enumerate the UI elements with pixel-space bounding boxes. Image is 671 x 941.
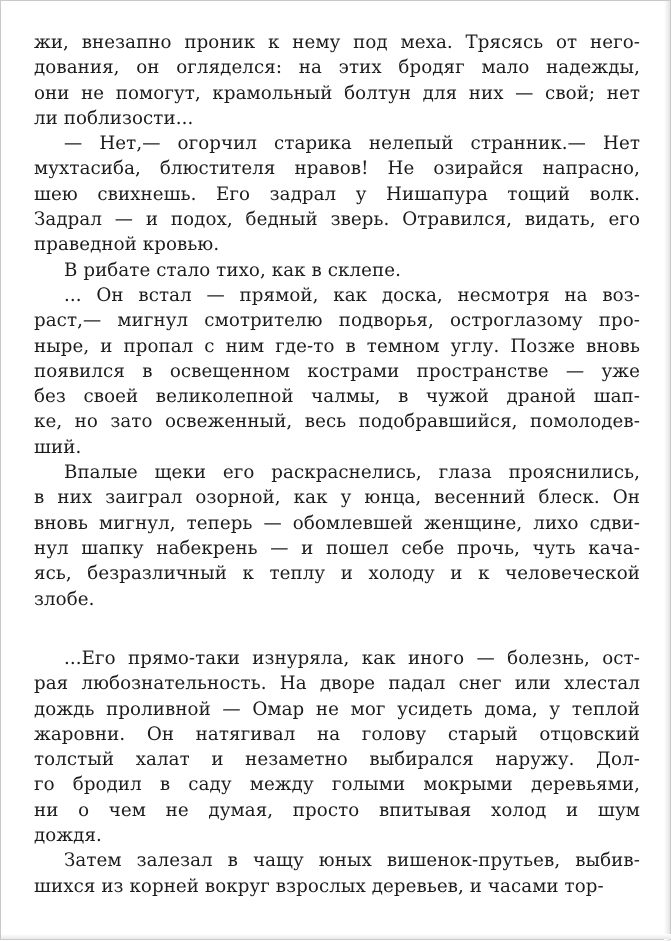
paragraph (34, 283, 640, 460)
paragraph (34, 30, 640, 131)
text-line: они не помогут, крамольный болтун для них — свой; нет (34, 82, 640, 104)
text-line: в них заиграл озорной, как у юнца, весенний блеск. Он (34, 487, 640, 509)
text-section-1 (34, 30, 640, 612)
text-line: го бродил в саду между голыми мокрыми деревьями, (34, 774, 640, 796)
text-line: шею свихнешь. Его задрал у Нишапура тощий волк. (34, 183, 640, 205)
text-line: В рибате стало тихо, как в склепе. (64, 259, 401, 281)
text-line: вновь мигнул, теперь — обомлевшей женщине, лихо сдви- (34, 512, 640, 534)
text-line: Впалые щеки его раскраснелись, глаза прояснились, (64, 462, 640, 484)
text-line: жаровни. Он натягивал на голову старый отцовский (34, 723, 640, 745)
text-line: без своей великолепной чалмы, в чужой драной шап- (34, 386, 640, 408)
text-line: рая любознательность. На дворе падал снег или хлестал (34, 673, 640, 695)
text-line: злобе. (34, 588, 95, 610)
text-line: дождь проливной — Омар не мог усидеть дома, у теплой (34, 698, 640, 720)
text-line: ли поблизости... (34, 107, 194, 129)
text-line: толстый халат и незаметно выбирался наружу. Дол- (34, 749, 640, 771)
text-line: появился в освещенном кострами пространстве — уже (34, 360, 640, 382)
text-line: нул шапку набекрень — и пошел себе прочь, чуть кача- (34, 537, 640, 559)
text-line: дования, он огляделся: на этих бродяг мало надежды, (34, 57, 640, 79)
text-line: ни о чем не думая, просто впитывая холод и шум (34, 799, 640, 821)
text-line: Задрал — и подох, бедный зверь. Отравился, видать, его (34, 209, 640, 231)
text-line: ...Его прямо-таки изнуряла, как иного — болезнь, ост- (64, 648, 640, 669)
text-section-2 (34, 646, 640, 899)
text-line: — Нет,— огорчил старика нелепый странник.— Нет (64, 133, 640, 155)
text-line: ший. (34, 436, 82, 458)
text-line: раст,— мигнул смотрителю подворья, остроглазому про- (34, 310, 640, 332)
paragraph (34, 131, 640, 257)
paragraph (34, 646, 640, 848)
text-line: дождя. (34, 825, 102, 847)
text-line: жи, внезапно проник к нему под меха. Трясясь от него- (34, 32, 640, 53)
paragraph (34, 258, 640, 283)
text-line: ке, но зато освеженный, весь подобравшийся, помолодев- (34, 411, 640, 433)
text-line: праведной кровью. (34, 234, 220, 256)
page-edge-shadow (664, 1, 670, 941)
page-bottom-shadow (1, 934, 671, 939)
text-line: Затем залезал в чащу юных вишенок-прутьев, выбив- (64, 850, 640, 872)
text-line: ныре, и пропал с ним где-то в темном углу. Позже вновь (34, 335, 640, 357)
text-line: ... Он встал — прямой, как доска, несмотря на воз- (64, 284, 640, 306)
paragraph (34, 460, 640, 612)
paragraph (34, 848, 640, 899)
text-line: мухтасиба, блюстителя нравов! Не озирайся напрасно, (34, 158, 640, 180)
text-line: шихся из корней вокруг взрослых деревьев, и часами тор- (34, 875, 604, 897)
text-line: ясь, безразличный к теплу и холоду и к человеческой (34, 563, 640, 585)
